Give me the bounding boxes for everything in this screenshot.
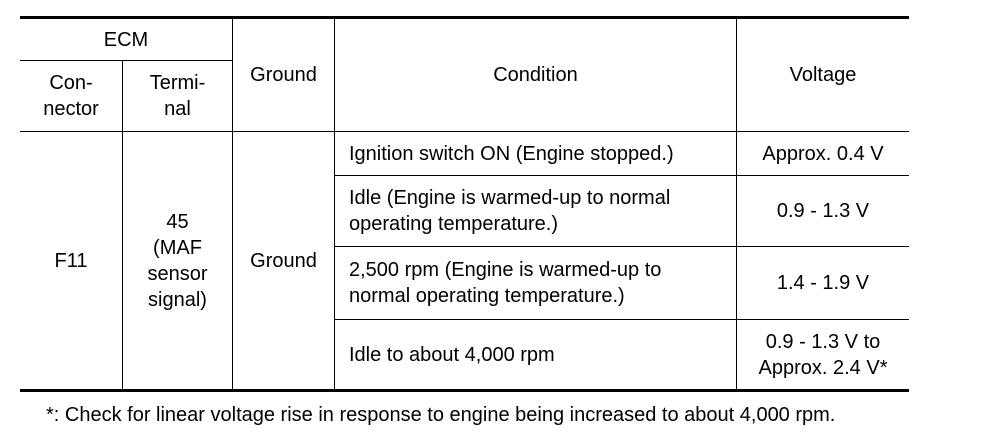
voltage-1: Approx. 0.4 V [762,142,884,165]
row-ground: Ground [250,249,317,272]
row-terminal: 45 (MAF sensor signal) [147,210,208,311]
voltage-4: 0.9 - 1.3 V to Approx. 2.4 V* [758,330,888,379]
condition-4: Idle to about 4,000 rpm [349,343,555,366]
voltage-2: 0.9 - 1.3 V [776,200,870,222]
header-terminal: Termi- nal [149,72,206,120]
table-footnote: *: Check for linear voltage rise in response to engine being increased to about 4,000 rpm. [46,404,836,426]
row-connector: F11 [54,249,88,272]
condition-1: Ignition switch ON (Engine stopped.) [349,142,674,165]
header-condition: Condition [493,64,578,86]
header-connector: Con- nector [43,72,99,120]
table-bottom-rule [20,389,909,392]
header-ground: Ground [250,64,317,86]
condition-2: Idle (Engine is warmed-up to normal operating temperature.) [349,187,671,235]
condition-3: 2,500 rpm (Engine is warmed-up to normal operating temperature.) [349,259,662,307]
voltage-3: 1.4 - 1.9 V [776,272,870,294]
header-ecm: ECM [103,28,149,51]
header-voltage: Voltage [789,64,857,86]
